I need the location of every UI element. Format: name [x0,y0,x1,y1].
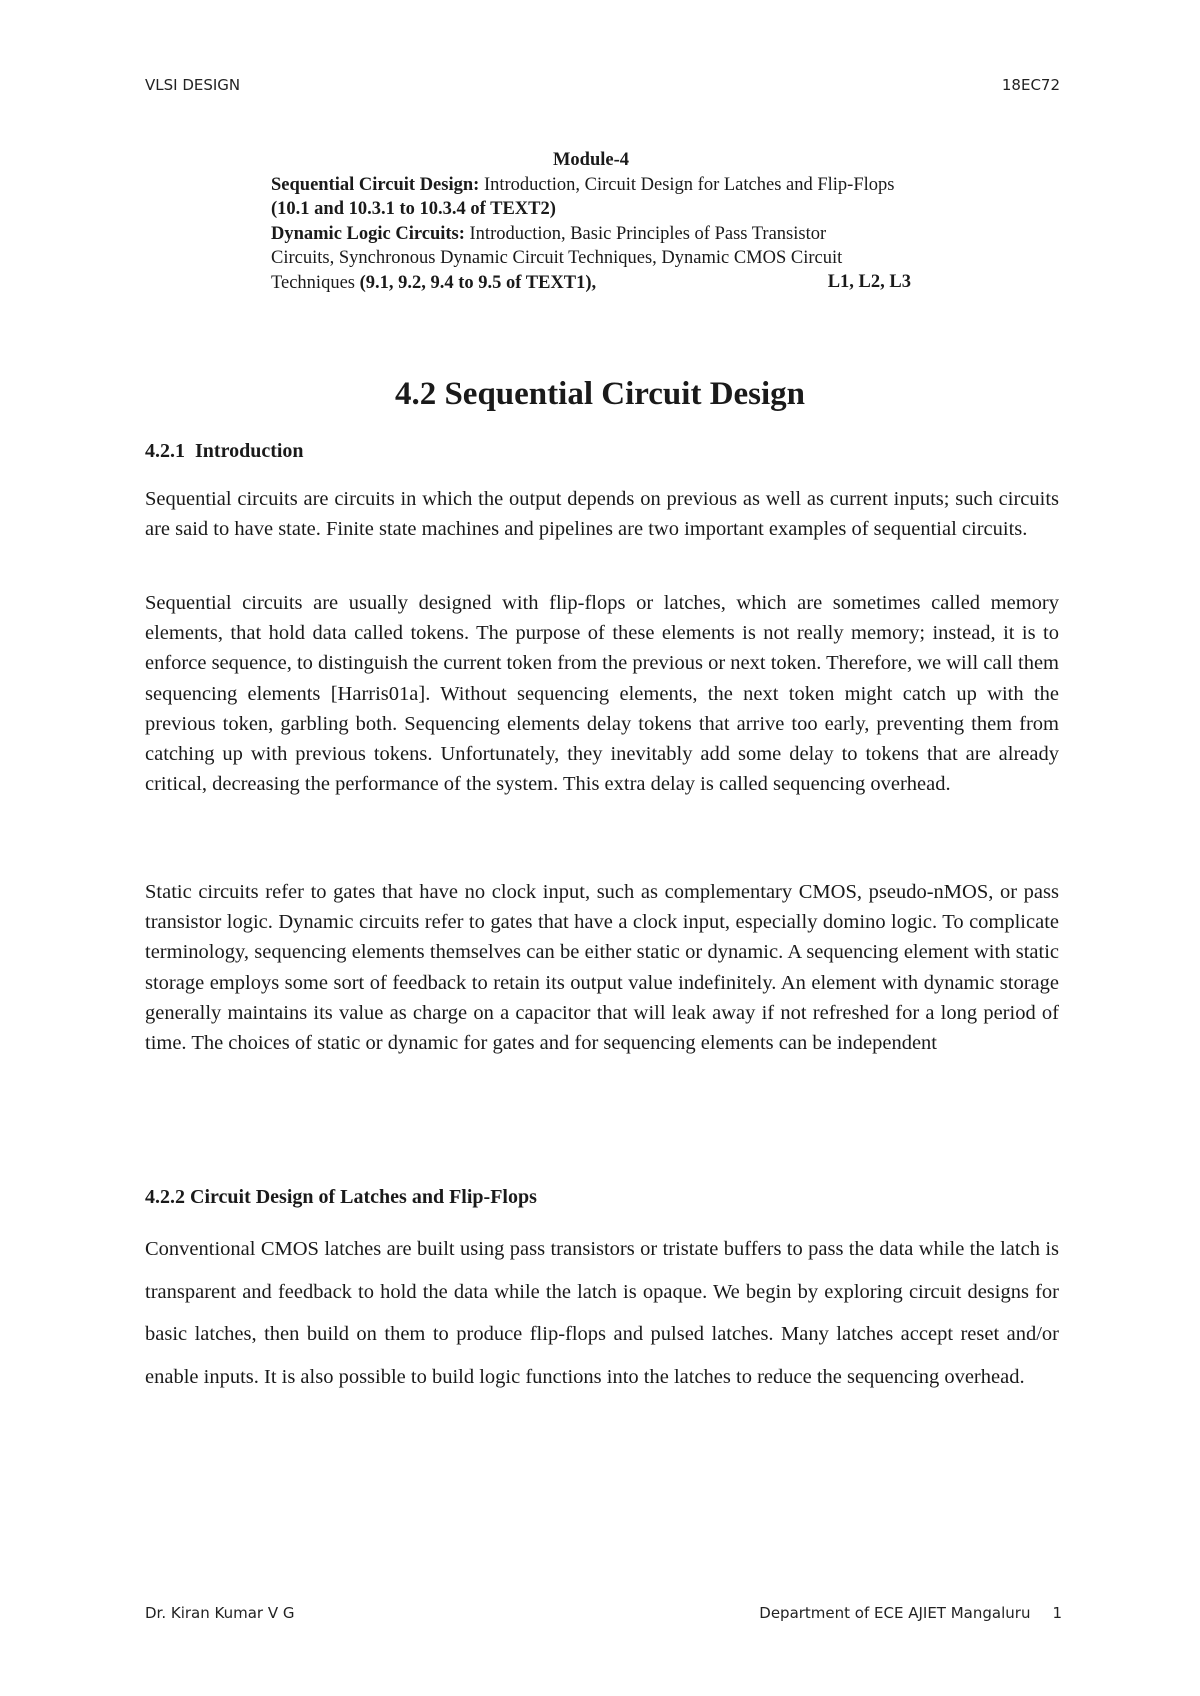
syllabus-dynamic-label: Dynamic Logic Circuits: [271,223,465,244]
page-footer-right [759,1604,1062,1622]
paragraph-latches: Conventional CMOS latches are built using pass transistors or tristate buffers to pass the data while the latch is transparent and feedback to hold the data while the latch is opaque. We begin by exploring circuit designs for basic latches, then build on them to produce flip-flops and pulsed latches. Many latches accept reset and/or enable inputs. It is also possible to build logic functions into the latches to reduce the sequencing overhead. [145,1238,1059,1388]
page-header-right: 18EC72 [1001,76,1060,94]
paragraph-sequencing-elements: Sequential circuits are usually designed with flip-flops or latches, which are sometimes called memory elements, that hold data called tokens. The purpose of these elements is not really memory; instead, it is to enforce sequence, to distinguish the current token from the previous or next token. Therefore, we will call them sequencing elements [Harris01a]. Without sequencing elements, the next token might catch up with the previous token, garbling both. Sequencing elements delay tokens that arrive too early, preventing them from catching up with previous tokens. Unfortunately, they inevitably add some delay to tokens that are already critical, decreasing the performance of the system. This extra delay is called sequencing overhead. [145,592,1059,796]
page-header-left: VLSI DESIGN [145,76,241,94]
syllabus-sequential-label: Sequential Circuit Design: [271,174,480,195]
page-number: 1 [1052,1604,1062,1622]
syllabus-dynamic-ref: (9.1, 9.2, 9.4 to 9.5 of TEXT1), [359,272,597,293]
syllabus-sequential [271,173,911,222]
syllabus-levels: L1, L2, L3 [827,271,911,292]
syllabus-dynamic-text: Introduction, Basic Principles of Pass Transistor Circuits, Synchronous Dynamic Circuit Techniques, Dynamic CMOS Circuit Techniques [271,223,843,293]
section-title: 4.2 Sequential Circuit Design [394,376,806,412]
page-footer-author: Dr. Kiran Kumar V G [145,1604,295,1622]
paragraph-static-dynamic: Static circuits refer to gates that have no clock input, such as complementary CMOS, pseudo-nMOS, or pass transistor logic. Dynamic circuits refer to gates that have a clock input, especially domino logic. To complicate terminology, sequencing elements themselves can be either static or dynamic. A sequencing element with static storage employs some sort of feedback to retain its output value indefinitely. An element with dynamic storage generally maintains its value as charge on a capacitor that will leak away if not refreshed for a long period of time. The choices of static or dynamic for gates and for sequencing elements can be independent [145,881,1059,1055]
syllabus-sequential-ref: (10.1 and 10.3.1 to 10.3.4 of TEXT2) [271,199,556,219]
syllabus-sequential-text: Introduction, Circuit Design for Latches and Flip-Flops [479,174,895,195]
subsection-heading-introduction: 4.2.1 Introduction [145,440,304,462]
module-syllabus-block [271,148,911,295]
page-footer-department: Department of ECE AJIET Mangaluru [759,1604,1031,1622]
paragraph-intro: Sequential circuits are circuits in which the output depends on previous as well as current inputs; such circuits are said to have state. Finite state machines and pipelines are two important examples of sequential circuits. [145,488,1059,541]
syllabus-dynamic [271,222,911,296]
module-title: Module-4 [552,150,630,170]
subsection-heading-latches: 4.2.2 Circuit Design of Latches and Flip-Flops [145,1186,537,1208]
